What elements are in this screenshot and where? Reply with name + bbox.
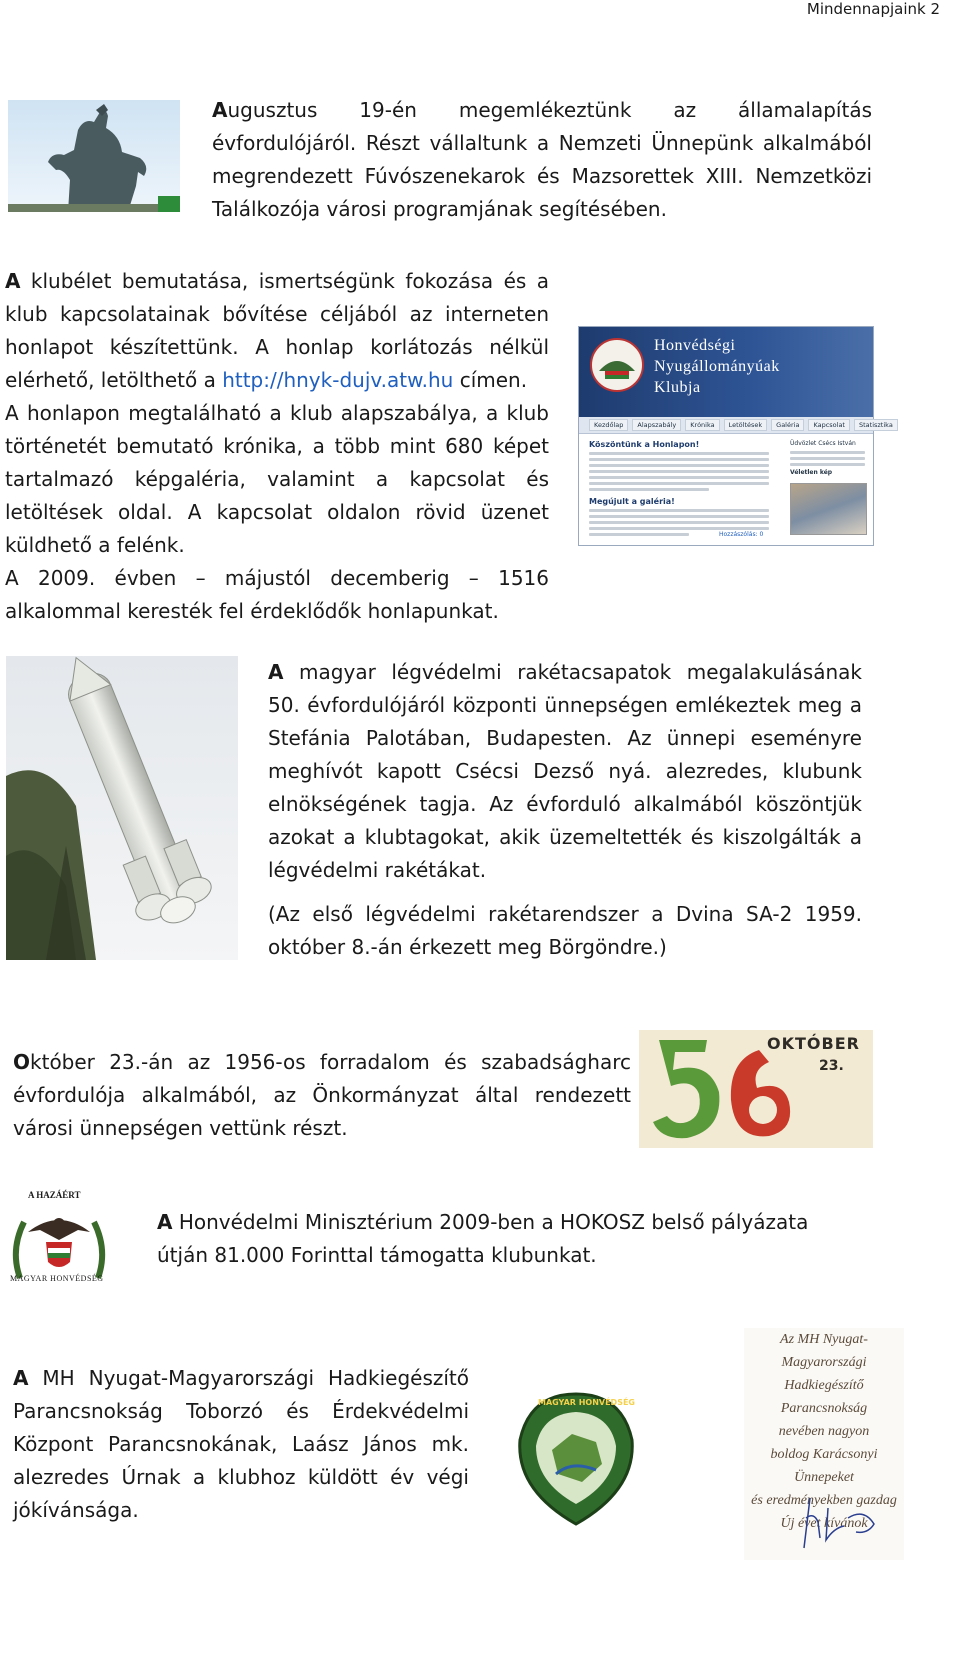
nav-item[interactable]: Letöltések xyxy=(724,419,768,431)
emblem-top-text: A HAZÁÉRT xyxy=(28,1190,81,1200)
section-website-text: A klubélet bemutatása, ismertségünk fokozása és a klub kapcsolatainak bővítése céljából az interneten honlapot készítettünk. A honlap korlátozás nélkül elérhető, letölthető a http://hnyk-dujv.atw.hu címen. A honlapon megtalálható a klub alapszabálya, a klub történetét bemutató krónika, a több mint 680 képet tartalmazó képgaléria, valamint a kapcsolat és letöltések oldal. A kapcsolat oldalon rövid üzenet küldhető a felénk. A 2009. évben – májustól decemberig – 1516 alkalommal keresték fel érdeklődők honlapunkat. xyxy=(5,269,549,623)
website-random-photo xyxy=(790,483,867,535)
section-october-text: Október 23.-án az 1956-os forradalom és szabadságharc évfordulója alkalmából, az Önkormányzat által rendezett városi ünnepségen vettünk részt. xyxy=(13,1050,631,1140)
badge-text: MAGYAR HONVÉDSÉG xyxy=(538,1398,635,1407)
nav-item[interactable]: Kapcsolat xyxy=(808,419,850,431)
website-link[interactable]: http://hnyk-dujv.atw.hu xyxy=(222,368,454,392)
website-title-line1: Honvédségi xyxy=(654,337,736,354)
hadkiegeszito-badge xyxy=(512,1390,640,1528)
emblem-bottom-text: MAGYAR HONVÉDSÉG xyxy=(10,1274,104,1283)
page-header: Mindennapjaink 2 xyxy=(806,0,940,18)
greeting-card xyxy=(744,1328,904,1560)
greeting-line: Hadkiegészítő Parancsnokság xyxy=(780,1378,868,1416)
section-missile-note: (Az első légvédelmi rakétarendszer a Dvina SA-2 1959. október 8.-án érkezett meg Börgöndre.) xyxy=(268,902,862,959)
honvedseg-emblem xyxy=(8,1190,110,1290)
website-title-line3: Klubja xyxy=(654,379,701,396)
website-screenshot xyxy=(578,326,893,546)
website-banner xyxy=(579,327,873,417)
club-logo-icon xyxy=(589,337,645,393)
section-missile-text: A magyar légvédelmi rakétacsapatok megalakulásának 50. évfordulójáról központi ünnepségen emlékeztek meg a Stefánia Palotában, Budapesten. Az ünnepi eseményre meghívót kapott Csécsi Dezső nyá. alezredes, klubunk elnökségének tagja. Az évforduló alkalmából köszöntjük azokat a klubtagokat, akik üzemeltették és kiszolgálták a légvédelmi rakétákat. xyxy=(268,660,862,882)
website-content xyxy=(579,434,873,545)
nav-item[interactable]: Alapszabály xyxy=(632,419,681,431)
website-comment-link[interactable]: Hozzászólás: 0 xyxy=(719,531,764,538)
website-welcome-heading: Köszöntünk a Honlapon! xyxy=(589,440,700,449)
greeting-line: Új évet kívánok xyxy=(780,1516,868,1531)
nav-item[interactable]: Statisztika xyxy=(854,419,898,431)
website-sidebar xyxy=(790,440,865,535)
nav-item[interactable]: Kezdőlap xyxy=(589,419,628,431)
signature-image xyxy=(744,1478,904,1558)
missile-image xyxy=(6,656,238,960)
statue-image xyxy=(8,100,180,212)
october-poster-image xyxy=(639,1030,873,1148)
section-grant-text: A Honvédelmi Minisztérium 2009-ben a HOKOSZ belső pályázata útján 81.000 Forinttal támogatta klubunkat. xyxy=(157,1210,809,1267)
website-greeting: Üdvözlet Csécs István xyxy=(790,440,856,447)
october-poster-month: OKTÓBER xyxy=(767,1034,860,1053)
website-random-image-label: Véletlen kép xyxy=(790,469,833,476)
section-greeting-text: A MH Nyugat-Magyarországi Hadkiegészítő Parancsnokság Toborzó és Érdekvédelmi Központ Parancsnokának, Laász János mk. alezredes Úrnak a klubhoz küldött év végi jókívánsága. xyxy=(13,1366,469,1522)
nav-item[interactable]: Galéria xyxy=(771,419,804,431)
website-title-line2: Nyugállományúak xyxy=(654,358,780,375)
october-poster-day: 23. xyxy=(819,1058,844,1074)
website-gallery-heading: Megújult a galéria! xyxy=(589,497,675,506)
greeting-line: és eredményekben gazdag xyxy=(751,1493,897,1508)
greeting-line: boldog Karácsonyi Ünnepeket xyxy=(770,1447,878,1485)
section-augustus-text: Augusztus 19-én megemlékeztünk az államalapítás évfordulójáról. Részt vállaltunk a Nemzeti Ünnepünk alkalmából megrendezett Fúvószenekarok és Mazsorettek XIII. Nemzetközi Találkozója városi programjának segítésében. xyxy=(212,98,872,221)
website-nav xyxy=(579,417,893,434)
nav-item[interactable]: Krónika xyxy=(685,419,719,431)
greeting-line: Az MH Nyugat-Magyarországi xyxy=(780,1332,868,1370)
greeting-line: nevében nagyon xyxy=(778,1424,870,1439)
